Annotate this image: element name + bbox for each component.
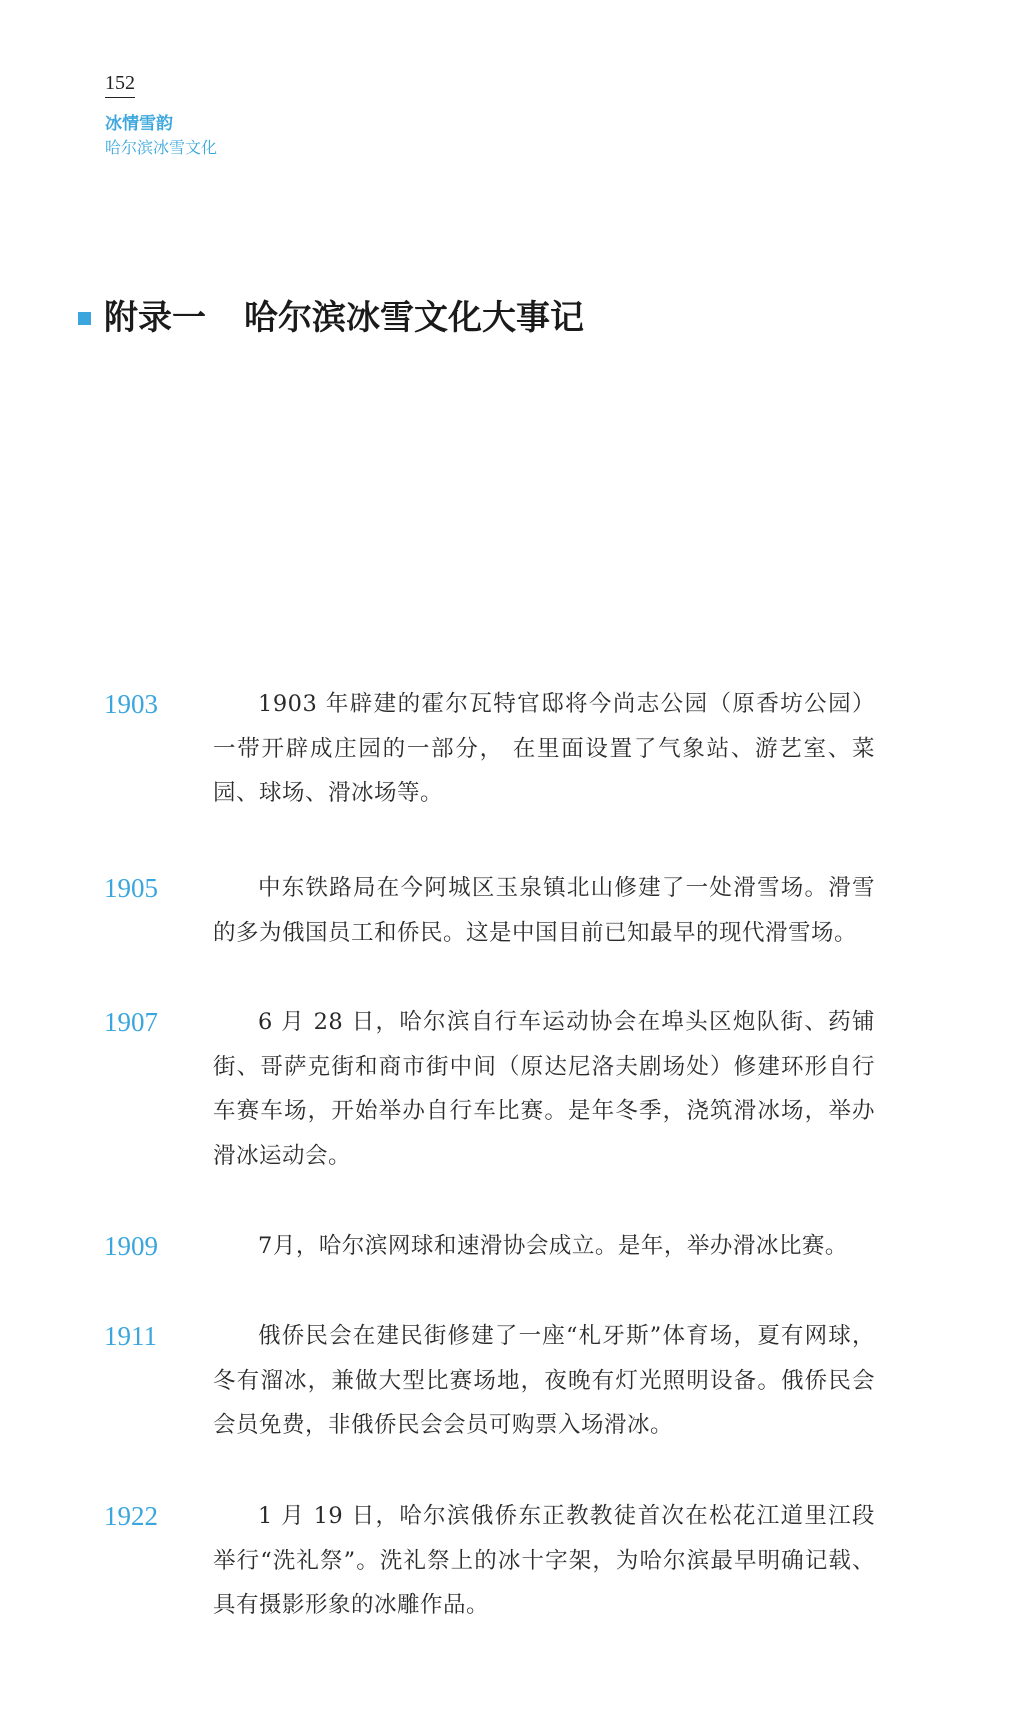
entry-year: 1922: [104, 1501, 158, 1531]
entry-year: 1909: [104, 1231, 158, 1261]
entry-year: 1903: [104, 689, 158, 719]
page-number: 152: [105, 70, 135, 98]
appendix-label: 附录一: [104, 298, 206, 338]
entry-text: 俄侨民会在建民街修建了一座“札牙斯”体育场，夏有网球，冬有溜冰，兼做大型比赛场地，夜晚有灯光照明设备。俄侨民会会员免费，非俄侨民会会员可购票入场滑冰。: [213, 1323, 875, 1438]
entry-year: 1911: [104, 1321, 157, 1351]
entry-year: 1907: [104, 1007, 158, 1037]
square-bullet-icon: [78, 312, 91, 325]
appendix-heading: [78, 296, 584, 340]
appendix-title: 哈尔滨冰雪文化大事记: [244, 298, 584, 338]
entry-text: 1 月 19 日，哈尔滨俄侨东正教教徒首次在松花江道里江段举行“洗礼祭”。洗礼祭上的冰十字架，为哈尔滨最早明确记载、具有摄影形象的冰雕作品。: [213, 1503, 875, 1618]
entry-text: 1903 年辟建的霍尔瓦特官邸将今尚志公园（原香坊公园）一带开辟成庄园的一部分， 在里面设置了气象站、游艺室、菜园、球场、滑冰场等。: [213, 691, 875, 806]
book-subtitle: 哈尔滨冰雪文化: [105, 138, 218, 157]
running-head: [105, 112, 217, 160]
book-title: 冰情雪韵: [105, 114, 173, 134]
entry-text: 7月，哈尔滨网球和速滑协会成立。是年，举办滑冰比赛。: [258, 1233, 848, 1259]
entry-year: 1905: [104, 873, 158, 903]
entry-text: 中东铁路局在今阿城区玉泉镇北山修建了一处滑雪场。滑雪的多为俄国员工和侨民。这是中国目前已知最早的现代滑雪场。: [213, 875, 875, 946]
entry-text: 6 月 28 日，哈尔滨自行车运动协会在埠头区炮队街、药铺街、哥萨克街和商市街中间（原达尼洛夫剧场处）修建环形自行车赛车场，开始举办自行车比赛。是年冬季，浇筑滑冰场，举办滑冰运动会。: [213, 1009, 875, 1169]
